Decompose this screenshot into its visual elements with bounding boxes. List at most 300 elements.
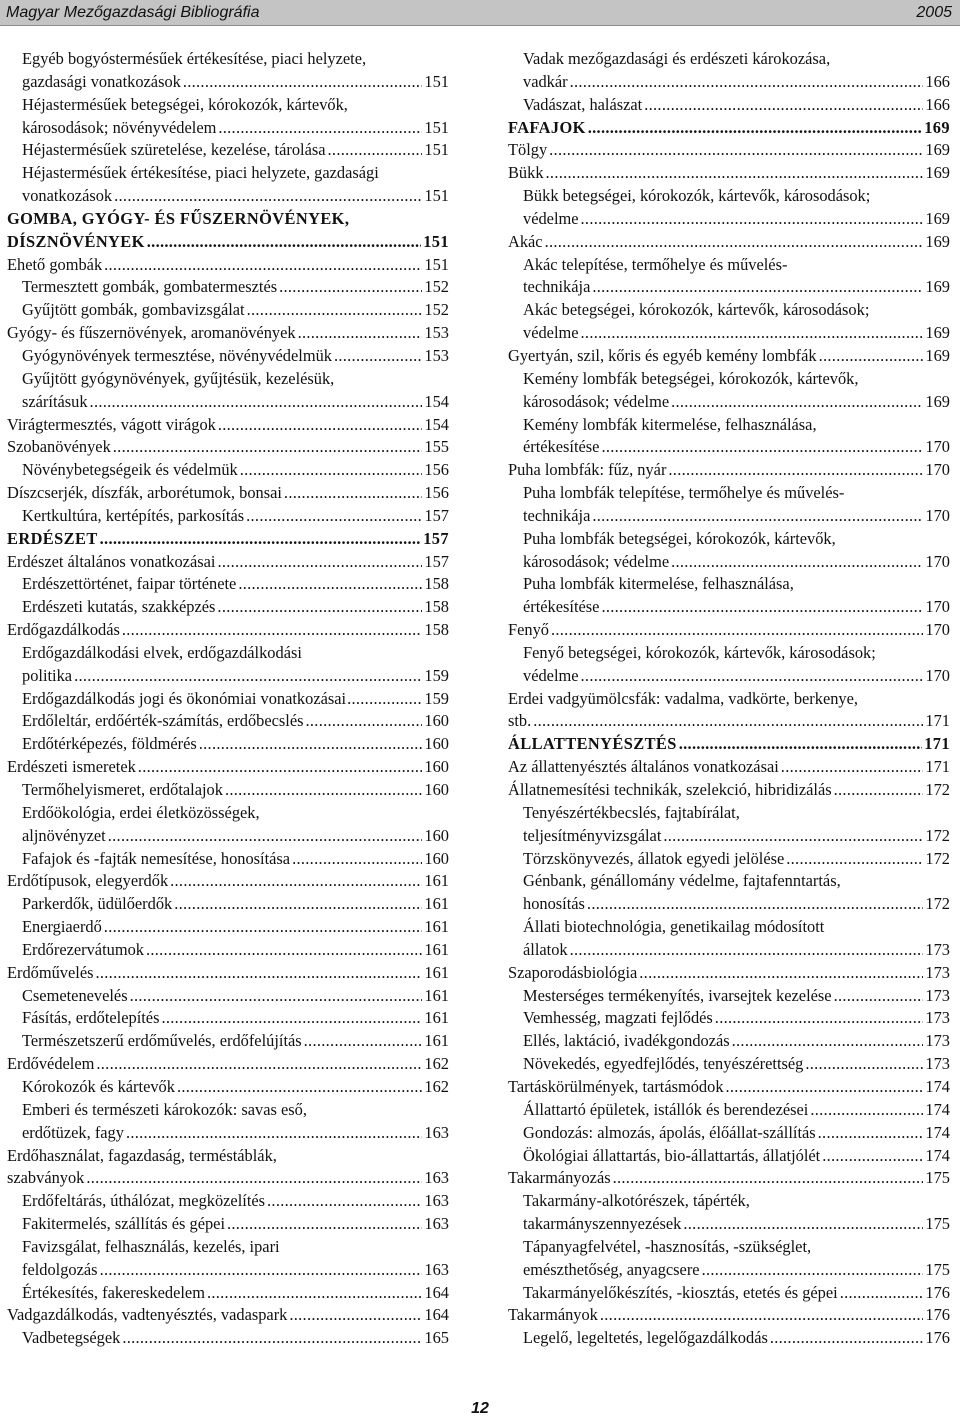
index-entry xyxy=(7,893,449,916)
index-entry xyxy=(508,117,950,140)
entry-page-number: 151 xyxy=(424,71,449,91)
entry-page-number: 151 xyxy=(424,186,449,206)
dot-leader xyxy=(679,733,922,756)
dot-leader xyxy=(292,848,422,871)
entry-text: Bükk betegségei, kórokozók, kártevők, károsodások; xyxy=(523,186,871,206)
dot-leader xyxy=(581,208,924,231)
dot-leader xyxy=(225,779,422,802)
entry-page-number: 172 xyxy=(925,848,950,868)
dot-leader xyxy=(126,1122,422,1145)
dot-leader xyxy=(715,1007,924,1030)
entry-text: Takarmányok xyxy=(508,1305,598,1325)
entry-page-number: 170 xyxy=(925,460,950,480)
dot-leader xyxy=(95,962,422,985)
entry-text: szabványok xyxy=(7,1168,85,1188)
index-entry xyxy=(508,185,950,208)
dot-leader xyxy=(545,231,924,254)
entry-text: Termőhelyismeret, erdőtalajok xyxy=(22,780,223,799)
index-entry xyxy=(7,1053,449,1076)
entry-text: Termesztett gombák, gombatermesztés xyxy=(22,277,278,297)
entry-text: Állati biotechnológia, genetikailag módosított xyxy=(523,917,825,937)
index-entry xyxy=(7,1076,449,1099)
entry-page-number: 169 xyxy=(925,277,950,297)
entry-text: Egyéb bogyóstermésűek értékesítése, piaci helyzete, xyxy=(22,49,367,68)
dot-leader xyxy=(218,414,423,437)
dot-leader xyxy=(668,459,923,482)
entry-text: GOMBA, GYÓGY- ÉS FŰSZERNÖVÉNYEK, xyxy=(7,208,350,228)
entry-text: Tápanyagfelvétel, -hasznosítás, -szükséglet, xyxy=(523,1236,812,1256)
index-entry xyxy=(508,276,950,299)
entry-text: gazdasági vonatkozások xyxy=(22,71,181,91)
page-number: 12 xyxy=(471,1400,489,1417)
dot-leader xyxy=(86,1167,422,1190)
entry-text: Kertkultúra, kertépítés, parkosítás xyxy=(22,505,245,525)
entry-page-number: 175 xyxy=(925,1214,950,1234)
index-entry xyxy=(7,1007,449,1030)
index-entry xyxy=(7,345,449,368)
entry-text: Gyűjtött gombák, gombavizsgálat xyxy=(22,300,245,320)
dot-leader xyxy=(347,688,423,711)
dot-leader xyxy=(551,619,923,642)
entry-page-number: 160 xyxy=(424,825,449,845)
entry-text: Kórokozók és kártevők xyxy=(22,1076,175,1096)
dot-leader xyxy=(170,870,422,893)
entry-page-number: 169 xyxy=(925,231,950,251)
entry-text: Erdőökológia, erdei életközösségek, xyxy=(22,802,260,822)
entry-page-number: 174 xyxy=(925,1122,950,1142)
dot-leader xyxy=(781,756,924,779)
dot-leader xyxy=(122,1327,422,1350)
entry-page-number: 166 xyxy=(925,71,950,91)
index-entry xyxy=(7,665,449,688)
entry-text: Erdőtérképezés, földmérés xyxy=(22,734,197,754)
index-entry xyxy=(508,1190,950,1213)
entry-page-number: 173 xyxy=(925,985,950,1005)
entry-page-number: 170 xyxy=(925,597,950,617)
dot-leader xyxy=(533,710,923,733)
dot-leader xyxy=(104,916,423,939)
dot-leader xyxy=(549,139,923,162)
entry-page-number: 161 xyxy=(424,894,449,914)
entry-text: Héjastermésűek értékesítése, piaci helyzete, gazdasági xyxy=(22,163,379,183)
index-entry xyxy=(508,665,950,688)
entry-page-number: 156 xyxy=(424,483,449,503)
dot-leader xyxy=(587,893,923,916)
index-entry xyxy=(508,1213,950,1236)
entry-text: védelme xyxy=(523,208,579,228)
entry-page-number: 174 xyxy=(925,1099,950,1119)
entry-text: Puha lombfák telepítése, termőhelye és művelés- xyxy=(523,483,845,503)
entry-text: takarmányszennyezések xyxy=(523,1214,682,1234)
entry-text: Növénybetegségeik és védelmük xyxy=(22,460,238,480)
entry-page-number: 162 xyxy=(424,1054,449,1074)
index-entry xyxy=(7,1236,449,1259)
entry-text: Takarmányelőkészítés, -kiosztás, etetés és gépei xyxy=(523,1282,838,1302)
entry-text: védelme xyxy=(523,665,579,685)
entry-text: Kemény lombfák betegségei, kórokozók, kártevők, xyxy=(523,368,859,388)
index-entry xyxy=(7,162,449,185)
dot-leader xyxy=(199,733,423,756)
entry-text: Ellés, laktáció, ivadékgondozás xyxy=(523,1031,730,1051)
index-entry xyxy=(508,1007,950,1030)
entry-text: stb. xyxy=(508,711,532,731)
entry-text: károsodások; növényvédelem xyxy=(22,117,217,137)
entry-page-number: 155 xyxy=(424,437,449,457)
dot-leader xyxy=(639,962,923,985)
entry-page-number: 161 xyxy=(424,985,449,1005)
dot-leader xyxy=(130,985,423,1008)
entry-text: Erdőművelés xyxy=(7,962,94,982)
entry-page-number: 173 xyxy=(925,1031,950,1051)
index-entry xyxy=(508,528,950,551)
index-entry xyxy=(7,916,449,939)
entry-text: Növekedés, egyedfejlődés, tenyészérettség xyxy=(523,1054,804,1074)
dot-leader xyxy=(246,505,422,528)
index-entry xyxy=(508,939,950,962)
index-entry xyxy=(7,733,449,756)
dot-leader xyxy=(114,185,422,208)
entry-text: szárításuk xyxy=(22,391,88,411)
index-entry xyxy=(7,276,449,299)
left-column-index xyxy=(7,48,449,1350)
index-entry xyxy=(508,48,950,71)
entry-page-number: 166 xyxy=(925,94,950,114)
index-entry xyxy=(508,985,950,1008)
dot-leader xyxy=(570,71,924,94)
dot-leader xyxy=(786,848,923,871)
index-entry xyxy=(508,322,950,345)
index-entry xyxy=(7,1145,449,1168)
entry-text: Erdei vadgyümölcsfák: vadalma, vadkörte, berkenye, xyxy=(508,688,858,708)
entry-text: Gyertyán, szil, kőris és egyéb kemény lombfák xyxy=(508,345,817,365)
entry-page-number: 173 xyxy=(925,939,950,959)
entry-text: Parkerdők, üdülőerdők xyxy=(22,894,173,914)
dot-leader xyxy=(113,436,423,459)
index-entry xyxy=(7,1122,449,1145)
entry-page-number: 160 xyxy=(424,780,449,799)
dot-leader xyxy=(183,71,423,94)
index-entry xyxy=(7,208,449,231)
entry-page-number: 162 xyxy=(424,1076,449,1096)
entry-text: Fenyő betegségei, kórokozók, kártevők, károsodások; xyxy=(523,642,876,662)
dot-leader xyxy=(663,825,923,848)
index-entry xyxy=(7,985,449,1008)
dot-leader xyxy=(147,231,421,254)
index-entry xyxy=(7,1099,449,1122)
dot-leader xyxy=(770,1327,924,1350)
index-entry xyxy=(7,756,449,779)
index-entry xyxy=(508,1099,950,1122)
index-entry xyxy=(7,299,449,322)
dot-leader xyxy=(122,619,423,642)
index-entry xyxy=(508,893,950,916)
dot-leader xyxy=(613,1167,924,1190)
index-entry xyxy=(508,1304,950,1327)
entry-page-number: 152 xyxy=(424,300,449,320)
index-entry xyxy=(7,1190,449,1213)
index-entry xyxy=(508,1167,950,1190)
index-entry xyxy=(508,962,950,985)
index-entry xyxy=(7,642,449,665)
dot-leader xyxy=(100,1259,423,1282)
index-entry xyxy=(508,1030,950,1053)
entry-text: Takarmányozás xyxy=(508,1168,611,1188)
entry-text: Energiaerdő xyxy=(22,917,102,937)
dot-leader xyxy=(810,1099,923,1122)
entry-page-number: 159 xyxy=(424,665,449,685)
dot-leader xyxy=(328,139,423,162)
index-entry xyxy=(508,231,950,254)
dot-leader xyxy=(840,1282,924,1305)
entry-page-number: 171 xyxy=(925,757,950,777)
entry-text: teljesítményvizsgálat xyxy=(523,825,662,845)
entry-text: Erdőleltár, erdőérték-számítás, erdőbecslés xyxy=(22,711,304,731)
entry-page-number: 172 xyxy=(925,780,950,799)
entry-text: Génbank, génállomány védelme, fajtafenntartás, xyxy=(523,871,841,891)
entry-text: Erdőtípusok, elegyerdők xyxy=(7,871,169,891)
entry-page-number: 169 xyxy=(925,323,950,343)
entry-text: Ehető gombák xyxy=(7,254,103,274)
index-entry xyxy=(7,619,449,642)
entry-text: állatok xyxy=(523,939,568,959)
entry-page-number: 170 xyxy=(925,665,950,685)
entry-text: Erdészettörténet, faipar története xyxy=(22,574,237,594)
index-entry xyxy=(508,916,950,939)
dot-leader xyxy=(267,1190,422,1213)
entry-page-number: 169 xyxy=(925,391,950,411)
entry-text: Héjastermésűek szüretelése, kezelése, tárolása xyxy=(22,140,326,160)
entry-page-number: 151 xyxy=(424,117,449,137)
entry-page-number: 151 xyxy=(423,231,449,251)
entry-page-number: 158 xyxy=(424,574,449,594)
entry-page-number: 159 xyxy=(424,688,449,708)
entry-text: aljnövényzet xyxy=(22,825,106,845)
entry-page-number: 151 xyxy=(424,140,449,160)
entry-text: Erdőgazdálkodás jogi és ökonómiai vonatkozásai xyxy=(22,688,347,708)
dot-leader xyxy=(104,254,422,277)
entry-page-number: 152 xyxy=(424,277,449,297)
dot-leader xyxy=(600,1304,924,1327)
entry-page-number: 154 xyxy=(424,414,449,434)
index-entry xyxy=(7,1030,449,1053)
entry-text: Erdészet általános vonatkozásai xyxy=(7,551,216,571)
index-entry xyxy=(7,117,449,140)
index-entry xyxy=(508,1236,950,1259)
dot-leader xyxy=(247,299,423,322)
entry-text: Fenyő xyxy=(508,620,549,640)
entry-text: DÍSZNÖVÉNYEK xyxy=(7,231,145,251)
dot-leader xyxy=(601,436,923,459)
entry-text: Vadbetegségek xyxy=(22,1328,121,1348)
entry-text: Virágtermesztés, vágott virágok xyxy=(7,414,216,434)
index-entry xyxy=(508,1145,950,1168)
index-entry xyxy=(508,162,950,185)
entry-page-number: 173 xyxy=(925,962,950,982)
entry-page-number: 169 xyxy=(925,140,950,160)
index-entry xyxy=(508,254,950,277)
dot-leader xyxy=(671,551,923,574)
entry-text: technikája xyxy=(523,505,591,525)
entry-page-number: 169 xyxy=(924,117,950,137)
entry-page-number: 153 xyxy=(424,323,449,343)
entry-page-number: 176 xyxy=(925,1328,950,1348)
index-entry xyxy=(7,505,449,528)
index-entry xyxy=(7,596,449,619)
entry-text: Fakitermelés, szállítás és gépei xyxy=(22,1214,225,1234)
entry-page-number: 170 xyxy=(925,437,950,457)
entry-page-number: 171 xyxy=(924,734,950,754)
dot-leader xyxy=(238,573,422,596)
dot-leader xyxy=(581,322,924,345)
entry-text: Erdővédelem xyxy=(7,1054,95,1074)
entry-text: Erdészeti kutatás, szakképzés xyxy=(22,597,216,617)
index-entry xyxy=(508,1327,950,1350)
entry-text: károsodások; védelme xyxy=(523,551,670,571)
dot-leader xyxy=(138,756,423,779)
index-entry xyxy=(7,779,449,802)
entry-text: vonatkozások xyxy=(22,186,113,206)
index-entry xyxy=(7,139,449,162)
entry-text: Értékesítés, fakereskedelem xyxy=(22,1282,205,1302)
index-entry xyxy=(508,779,950,802)
entry-text: Puha lombfák kitermelése, felhasználása, xyxy=(523,574,794,594)
entry-page-number: 170 xyxy=(925,620,950,640)
index-entry xyxy=(7,322,449,345)
index-entry xyxy=(7,71,449,94)
entry-text: Legelő, legeltetés, legelőgazdálkodás xyxy=(523,1328,768,1348)
index-entry xyxy=(508,391,950,414)
entry-text: emészthetőség, anyagcsere xyxy=(523,1259,700,1279)
dot-leader xyxy=(834,985,924,1008)
dot-leader xyxy=(100,528,422,551)
entry-page-number: 173 xyxy=(925,1054,950,1074)
entry-page-number: 154 xyxy=(424,391,449,411)
dot-leader xyxy=(306,710,423,733)
index-entry xyxy=(7,870,449,893)
index-entry xyxy=(508,596,950,619)
entry-page-number: 160 xyxy=(424,757,449,777)
entry-page-number: 161 xyxy=(424,962,449,982)
entry-text: Erdőhasználat, fagazdaság, terméstáblák, xyxy=(7,1145,277,1165)
index-entry xyxy=(508,1076,950,1099)
dot-leader xyxy=(588,117,922,140)
index-entry xyxy=(508,825,950,848)
entry-page-number: 175 xyxy=(925,1168,950,1188)
index-entry xyxy=(508,802,950,825)
index-entry xyxy=(7,254,449,277)
index-entry xyxy=(7,825,449,848)
entry-text: Állattartó épületek, istállók és berendezései xyxy=(523,1099,809,1119)
entry-page-number: 174 xyxy=(925,1145,950,1165)
entry-text: Fásítás, erdőtelepítés xyxy=(22,1008,160,1028)
entry-text: Vadgazdálkodás, vadtenyésztés, vadaspark xyxy=(7,1305,288,1325)
entry-text: FAFAJOK xyxy=(508,117,586,137)
entry-page-number: 169 xyxy=(925,208,950,228)
header-year: 2005 xyxy=(916,4,952,21)
dot-leader xyxy=(818,1122,924,1145)
index-entry xyxy=(7,802,449,825)
dot-leader xyxy=(732,1030,924,1053)
entry-text: Törzskönyvezés, állatok egyedi jelölése xyxy=(523,848,785,868)
entry-text: Gyógynövények termesztése, növényvédelmük xyxy=(22,345,332,365)
index-entry xyxy=(7,962,449,985)
entry-text: károsodások; védelme xyxy=(523,391,670,411)
entry-page-number: 161 xyxy=(424,939,449,959)
index-entry xyxy=(7,436,449,459)
entry-page-number: 169 xyxy=(925,345,950,365)
entry-text: Akác telepítése, termőhelye és művelés- xyxy=(523,254,788,274)
entry-page-number: 161 xyxy=(424,1008,449,1028)
dot-leader xyxy=(601,596,923,619)
entry-text: Héjastermésűek betegségei, kórokozók, kártevők, xyxy=(22,94,348,114)
entry-text: Mesterséges termékenyítés, ivarsejtek kezelése xyxy=(523,985,832,1005)
entry-text: Természetszerű erdőművelés, erdőfelújítás xyxy=(22,1031,302,1051)
entry-page-number: 174 xyxy=(925,1076,950,1096)
index-entry xyxy=(508,1122,950,1145)
entry-page-number: 169 xyxy=(925,163,950,183)
entry-page-number: 175 xyxy=(925,1259,950,1279)
index-entry xyxy=(7,368,449,391)
entry-text: Bükk xyxy=(508,163,544,183)
entry-text: Vadászat, halászat xyxy=(523,94,643,114)
index-entry xyxy=(7,391,449,414)
dot-leader xyxy=(304,1030,423,1053)
entry-text: ÁLLATTENYÉSZTÉS xyxy=(508,734,677,754)
entry-page-number: 157 xyxy=(424,551,449,571)
index-entry xyxy=(508,505,950,528)
dot-leader xyxy=(217,596,422,619)
entry-page-number: 163 xyxy=(424,1259,449,1279)
entry-text: Állatnemesítési technikák, szelekció, hibridizálás xyxy=(508,780,832,799)
dot-leader xyxy=(177,1076,422,1099)
entry-page-number: 170 xyxy=(925,505,950,525)
entry-page-number: 156 xyxy=(424,460,449,480)
entry-text: Erdőgazdálkodás xyxy=(7,620,120,640)
index-entry xyxy=(7,231,449,254)
entry-page-number: 158 xyxy=(424,620,449,640)
entry-page-number: 172 xyxy=(925,825,950,845)
index-entry xyxy=(7,1213,449,1236)
index-entry xyxy=(508,414,950,437)
index-entry xyxy=(508,551,950,574)
entry-page-number: 161 xyxy=(424,917,449,937)
dot-leader xyxy=(218,117,422,140)
entry-text: értékesítése xyxy=(523,437,600,457)
dot-leader xyxy=(834,779,924,802)
index-entry xyxy=(7,414,449,437)
entry-page-number: 157 xyxy=(423,528,449,548)
index-entry xyxy=(7,94,449,117)
entry-text: Takarmány-alkotórészek, tápérték, xyxy=(523,1191,750,1211)
entry-page-number: 151 xyxy=(424,254,449,274)
entry-text: Emberi és természeti károkozók: savas eső, xyxy=(22,1099,307,1119)
entry-text: ERDÉSZET xyxy=(7,528,98,548)
entry-page-number: 163 xyxy=(424,1214,449,1234)
dot-leader xyxy=(146,939,422,962)
entry-page-number: 176 xyxy=(925,1282,950,1302)
index-entry xyxy=(508,733,950,756)
index-entry xyxy=(7,48,449,71)
dot-leader xyxy=(334,345,422,368)
dot-leader xyxy=(96,1053,422,1076)
entry-text: Puha lombfák: fűz, nyár xyxy=(508,460,667,480)
index-entry xyxy=(7,1304,449,1327)
index-entry xyxy=(7,185,449,208)
entry-page-number: 161 xyxy=(424,1031,449,1051)
entry-text: Szaporodásbiológia xyxy=(508,962,638,982)
index-entry xyxy=(508,710,950,733)
dot-leader xyxy=(240,459,423,482)
